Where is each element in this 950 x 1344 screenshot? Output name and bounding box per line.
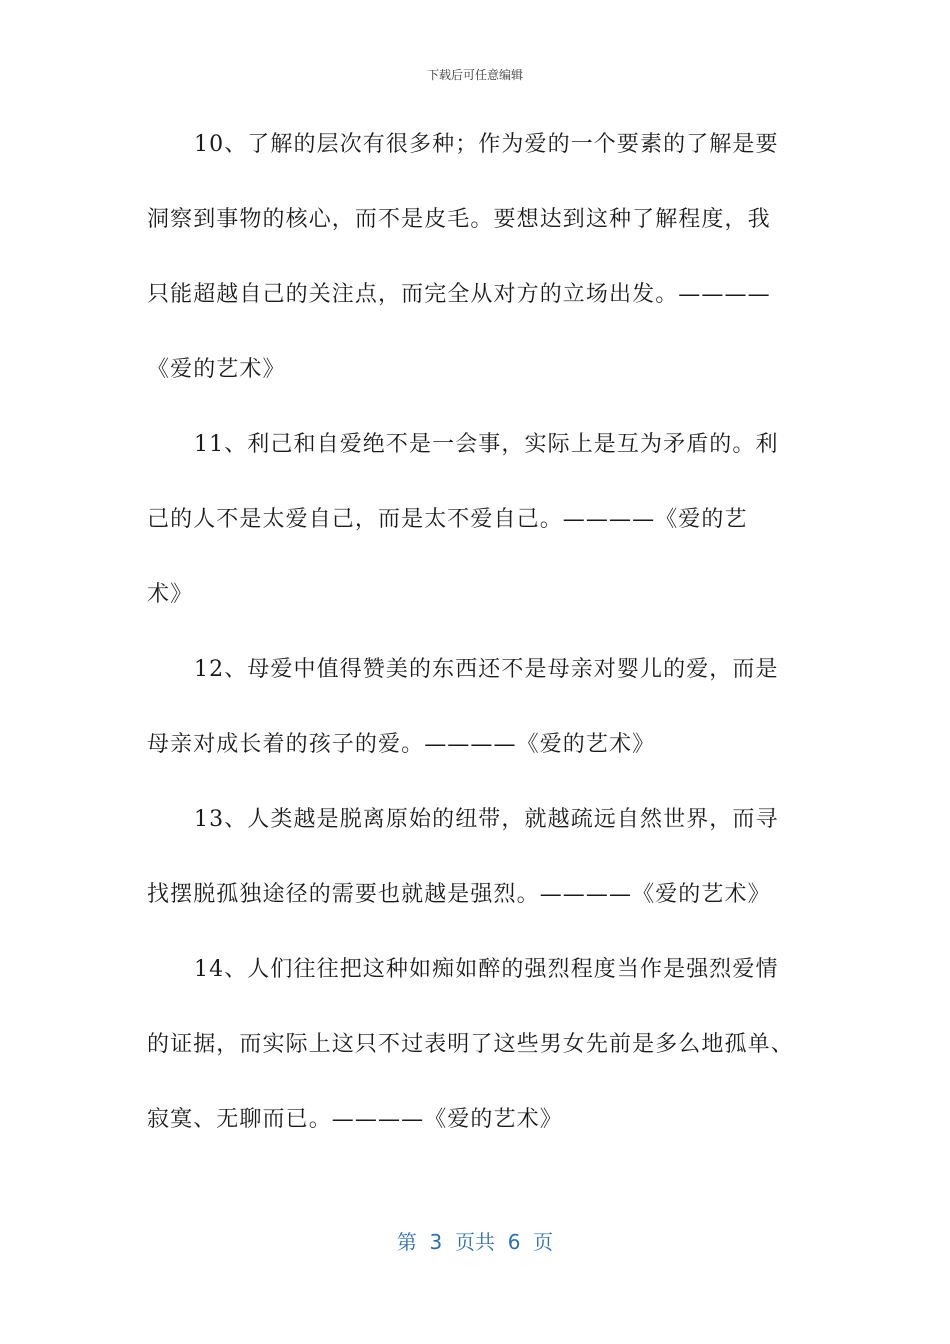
paragraph-13-line-1: 13、人类越是脱离原始的纽带，就越疏远自然世界，而寻 xyxy=(194,807,779,832)
paragraph-10-line-4: 《爱的艺术》 xyxy=(147,357,286,382)
paragraph-11-line-1: 11、利己和自爱绝不是一会事，实际上是互为矛盾的。利 xyxy=(194,432,779,457)
paragraph-10-line-1: 10、了解的层次有很多种；作为爱的一个要素的了解是要 xyxy=(194,132,779,157)
paragraph-13-line-2: 找摆脱孤独途径的需要也就越是强烈。————《爱的艺术》 xyxy=(147,882,771,907)
page-number-footer: 第 3 页共 6 页 xyxy=(396,1230,554,1254)
paragraph-11-line-3: 术》 xyxy=(147,582,194,607)
paragraph-11-line-2: 己的人不是太爱自己，而是太不爱自己。————《爱的艺 xyxy=(147,507,748,532)
page-header: 下载后可任意编辑 xyxy=(426,68,523,82)
paragraph-10-line-3: 只能超越自己的关注点，而完全从对方的立场出发。———— xyxy=(147,282,771,307)
paragraph-10-line-2: 洞察到事物的核心，而不是皮毛。要想达到这种了解程度，我 xyxy=(147,207,771,232)
paragraph-12-line-1: 12、母爱中值得赞美的东西还不是母亲对婴儿的爱，而是 xyxy=(194,657,779,682)
paragraph-14-line-2: 的证据，而实际上这只不过表明了这些男女先前是多么地孤单、 xyxy=(147,1032,794,1057)
paragraph-14-line-1: 14、人们往往把这种如痴如醉的强烈程度当作是强烈爱情 xyxy=(194,957,779,982)
paragraph-14-line-3: 寂寞、无聊而已。————《爱的艺术》 xyxy=(147,1107,563,1132)
paragraph-12-line-2: 母亲对成长着的孩子的爱。————《爱的艺术》 xyxy=(147,732,656,757)
